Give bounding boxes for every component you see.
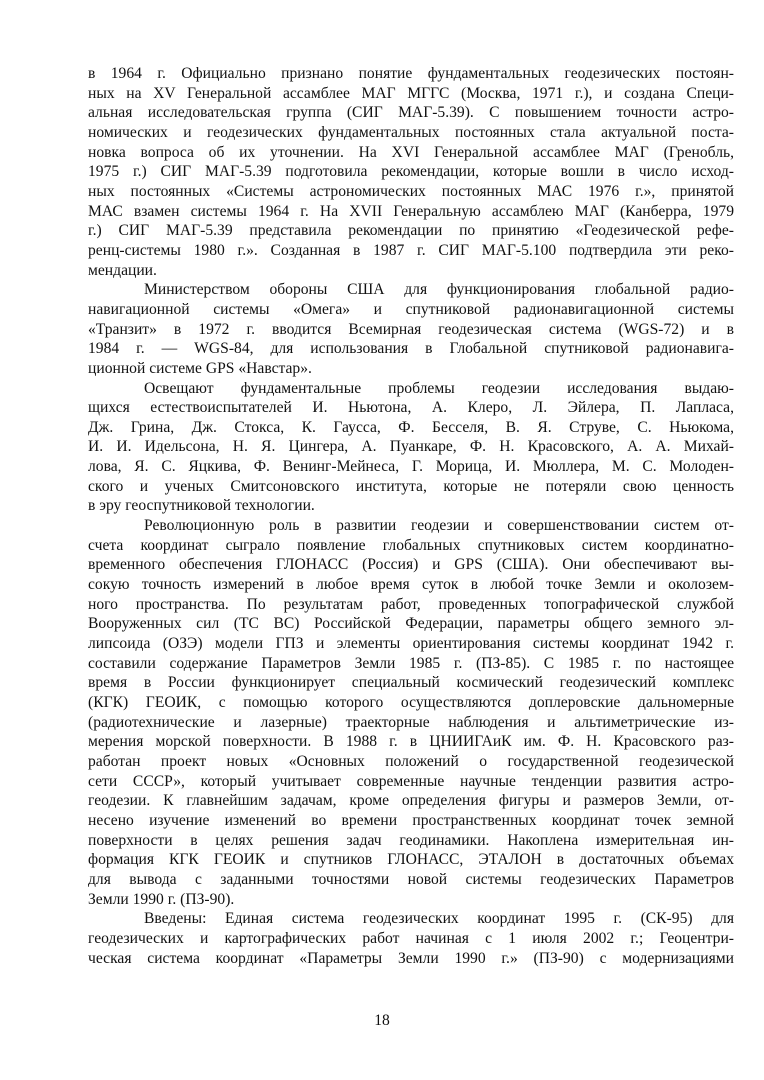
text-line: ных на XV Генеральной ассамблее МАГ МГГС (Москва, 1971 г.), и создана Специ- <box>88 84 734 102</box>
text-line: новка вопроса об их уточнении. На XVI Генеральной ассамблее МАГ (Гренобль, <box>88 143 734 161</box>
text-line: альная исследовательская группа (СИГ МАГ-5.39). С повышением точности астро- <box>88 104 734 122</box>
text-line: ного пространства. По результатам работ, проведенных топографической службой <box>88 595 734 613</box>
text-line: в эру геоспутниковой технологии. <box>88 497 315 515</box>
text-line: ционной системе GPS «Навстар». <box>88 359 312 377</box>
page-number: 18 <box>374 1012 390 1029</box>
text-line: «Транзит» в 1972 г. вводится Всемирная геодезическая система (WGS-72) и в <box>88 320 734 338</box>
text-line: ренц-системы 1980 г.». Созданная в 1987 г. СИГ МАГ-5.100 подтвердила эти реко- <box>88 241 734 259</box>
text-line: мендации. <box>88 261 157 279</box>
text-line: поверхности в целях решения задач геодинамики. Накоплена измерительная ин- <box>88 831 734 849</box>
paragraph <box>88 909 734 968</box>
text-line: Земли 1990 г. (ПЗ-90). <box>88 890 235 908</box>
text-line: г.) СИГ МАГ-5.39 представила рекомендации по принятию «Геодезической рефе- <box>88 222 734 240</box>
paragraph <box>88 516 734 909</box>
text-line: геодезии. К главнейшим задачам, кроме определения фигуры и размеров Земли, от- <box>88 792 734 810</box>
text-line: в 1964 г. Официально признано понятие фундаментальных геодезических постоян- <box>88 65 734 82</box>
text-line: лова, Я. С. Яцкива, Ф. Венинг-Мейнеса, Г. Морица, И. Мюллера, М. С. Молоден- <box>88 458 734 476</box>
text-line: (радиотехнические и лазерные) траекторные наблюдения и альтиметрические из- <box>88 713 734 731</box>
text-line: 1975 г.) СИГ МАГ-5.39 подготовила рекомендации, которые вошли в число исход- <box>88 163 734 181</box>
text-line: сокую точность измерений в любое время суток в любой точке Земли и околозем- <box>88 576 734 594</box>
text-line: геодезических и картографических работ начиная с 1 июля 2002 г.; Геоцентри- <box>88 929 734 947</box>
text-line: временного обеспечения ГЛОНАСС (Россия) и GPS (США). Они обеспечивают вы- <box>88 556 734 574</box>
text-line: для вывода с заданными точностями новой системы геодезических Параметров <box>88 870 734 888</box>
text-line: мерения морской поверхности. В 1988 г. в ЦНИИГАиК им. Ф. Н. Красовского раз- <box>88 733 734 751</box>
text-line: формация КГК ГЕОИК и спутников ГЛОНАСС, ЭТАЛОН в достаточных объемах <box>88 851 734 869</box>
text-line: Вооруженных сил (ТС ВС) Российской Федерации, параметры общего земного эл- <box>88 615 734 633</box>
text-line: ных постоянных «Системы астрономических постоянных МАС 1976 г.», принятой <box>88 182 734 200</box>
text-line: работан проект новых «Основных положений о государственной геодезической <box>88 752 734 770</box>
text-line: щихся естествоиспытателей И. Ньютона, А. Клеро, Л. Эйлера, П. Лапласа, <box>88 399 734 417</box>
text-line: липсоида (ОЗЭ) модели ГПЗ и элементы ориентирования системы координат 1942 г. <box>88 635 734 653</box>
text-line: составили содержание Параметров Земли 1985 г. (ПЗ-85). С 1985 г. по настоящее <box>88 654 734 672</box>
text-line: счета координат сыграло появление глобальных спутниковых систем координатно- <box>88 536 734 554</box>
text-line: 1984 г. — WGS-84, для использования в Глобальной спутниковой радионавига- <box>88 340 734 358</box>
text-line: (КГК) ГЕОИК, с помощью которого осуществляются доплеровские дальномерные <box>88 694 734 711</box>
document-body <box>88 64 734 968</box>
paragraph <box>88 64 734 280</box>
text-line: несено изучение изменений во времени пространственных координат точек земной <box>88 811 734 829</box>
paragraph <box>88 280 734 378</box>
text-line: Министерством обороны США для функционирования глобальной радио- <box>144 281 734 299</box>
text-line: время в России функционирует специальный космический геодезический комплекс <box>88 674 734 692</box>
text-line: Дж. Грина, Дж. Стокса, К. Гаусса, Ф. Бесселя, В. Я. Струве, С. Ньюкома, <box>88 418 734 436</box>
text-line: Введены: Единая система геодезических координат 1995 г. (СК-95) для <box>144 910 734 928</box>
text-line: номических и геодезических фундаментальных постоянных стала актуальной поста- <box>88 123 734 141</box>
text-line: Революционную роль в развитии геодезии и совершенствовании систем от- <box>144 517 734 535</box>
text-line: Освещают фундаментальные проблемы геодезии исследования выдаю- <box>144 379 734 397</box>
text-line: И. И. Идельсона, Н. Я. Цингера, А. Пуанкаре, Ф. Н. Красовского, А. А. Михай- <box>88 438 734 456</box>
text-line: навигационной системы «Омега» и спутниковой радионавигационной системы <box>88 300 734 318</box>
text-line: сети СССР», который учитывает современные научные тенденции развития астро- <box>88 772 734 790</box>
text-line: ческая система координат «Параметры Земли 1990 г.» (ПЗ-90) с модернизациями <box>88 949 734 967</box>
text-line: ского и ученых Смитсоновского института, которые не потеряли свою ценность <box>88 477 734 495</box>
text-line: МАС взамен системы 1964 г. На XVII Генеральную ассамблею МАГ (Канберра, 1979 <box>88 202 734 220</box>
paragraph <box>88 379 734 517</box>
